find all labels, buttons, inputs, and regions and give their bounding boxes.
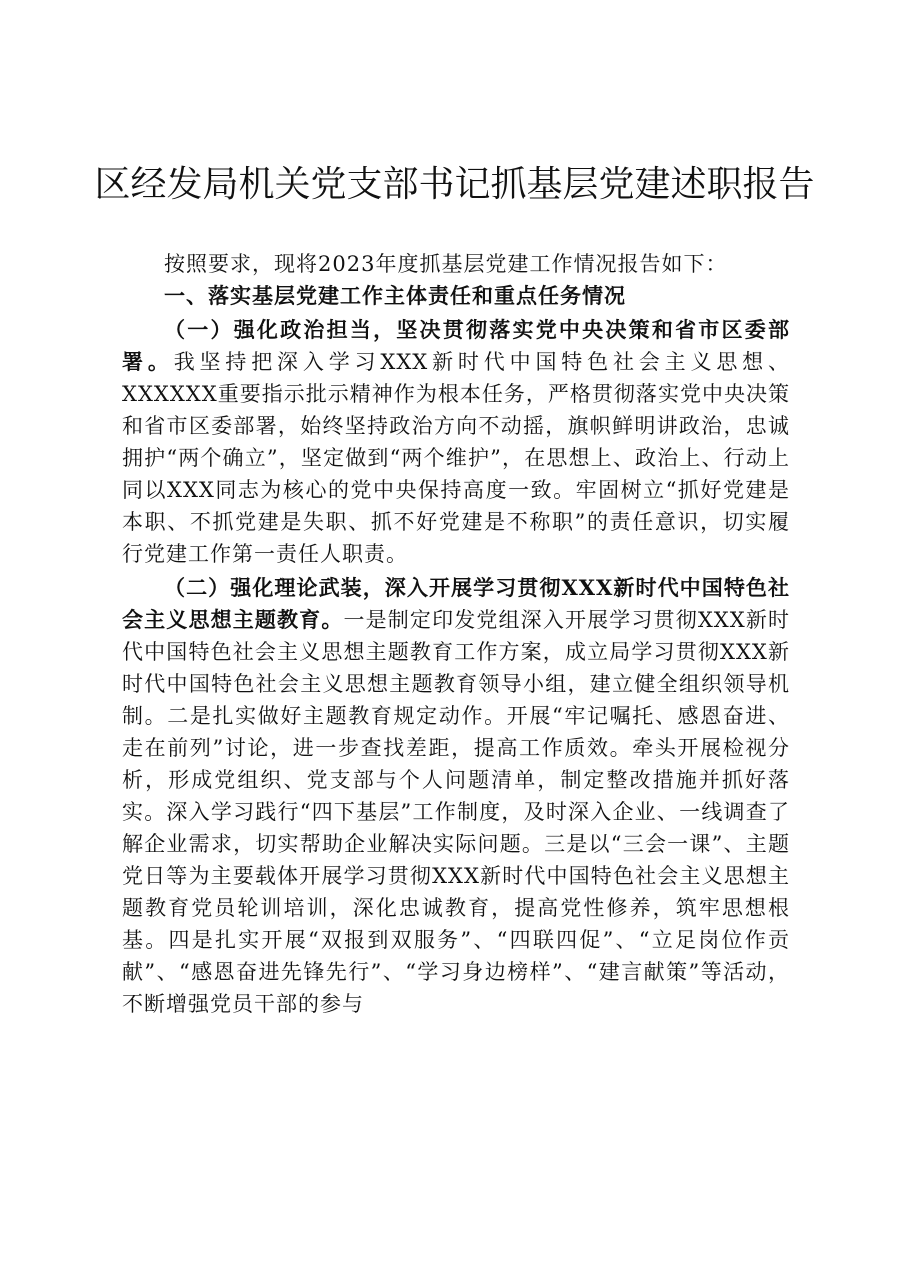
item-1-body: 我坚持把深入学习XXX新时代中国特色社会主义思想、XXXXXX重要指示批示精神作为根本任务，严格贯彻落实党中央决策和省市区委部署，始终坚持政治方向不动摇，旗帜鲜明讲政治，忠诚拥护“两个确立”，坚定做到“两个维护”，在思想上、政治上、行动上同以XXX同志为核心的党中央保持高度一致。牢固树立“抓好党建是本职、不抓党建是失职、抓不好党建是不称职”的责任意识，切实履行党建工作第一责任人职责。 (122, 350, 790, 566)
document-body (122, 248, 790, 1020)
paragraph-item-1 (122, 314, 790, 570)
item-2-body: 一是制定印发党组深入开展学习贯彻XXX新时代中国特色社会主义思想主题教育工作方案，成立局学习贯彻XXX新时代中国特色社会主义思想主题教育领导小组，建立健全组织领导机制。二是扎实做好主题教育规定动作。开展“牢记嘱托、感恩奋进、走在前列”讨论，进一步查找差距，提高工作质效。牵头开展检视分析，形成党组织、党支部与个人问题清单，制定整改措施并抓好落实。深入学习践行“四下基层”工作制度，及时深入企业、一线调查了解企业需求，切实帮助企业解决实际问题。三是以“三会一课”、主题党日等为主要载体开展学习贯彻XXX新时代中国特色社会主义思想主题教育党员轮训培训，深化忠诚教育，提高党性修养，筑牢思想根基。四是扎实开展“双报到双服务”、“四联四促”、“立足岗位作贡献”、“感恩奋进先锋先行”、“学习身边榜样”、“建言献策”等活动，不断增强党员干部的参与 (122, 608, 790, 1016)
intro-paragraph: 按照要求，现将2023年度抓基层党建工作情况报告如下： (164, 252, 728, 276)
item-2-heading: （二）强化理论武装，深入开展学习贯彻XXX新时代中国特色社会主义思想主题教育。 (122, 575, 790, 632)
item-1-heading: （一）强化政治担当，坚决贯彻落实党中央决策和省市区委部署。 (122, 317, 790, 374)
document-title: 区经发局机关党支部书记抓基层党建述职报告 (94, 164, 815, 205)
section-heading: 一、落实基层党建工作主体责任和重点任务情况 (164, 284, 626, 308)
paragraph-item-2 (122, 572, 790, 1020)
